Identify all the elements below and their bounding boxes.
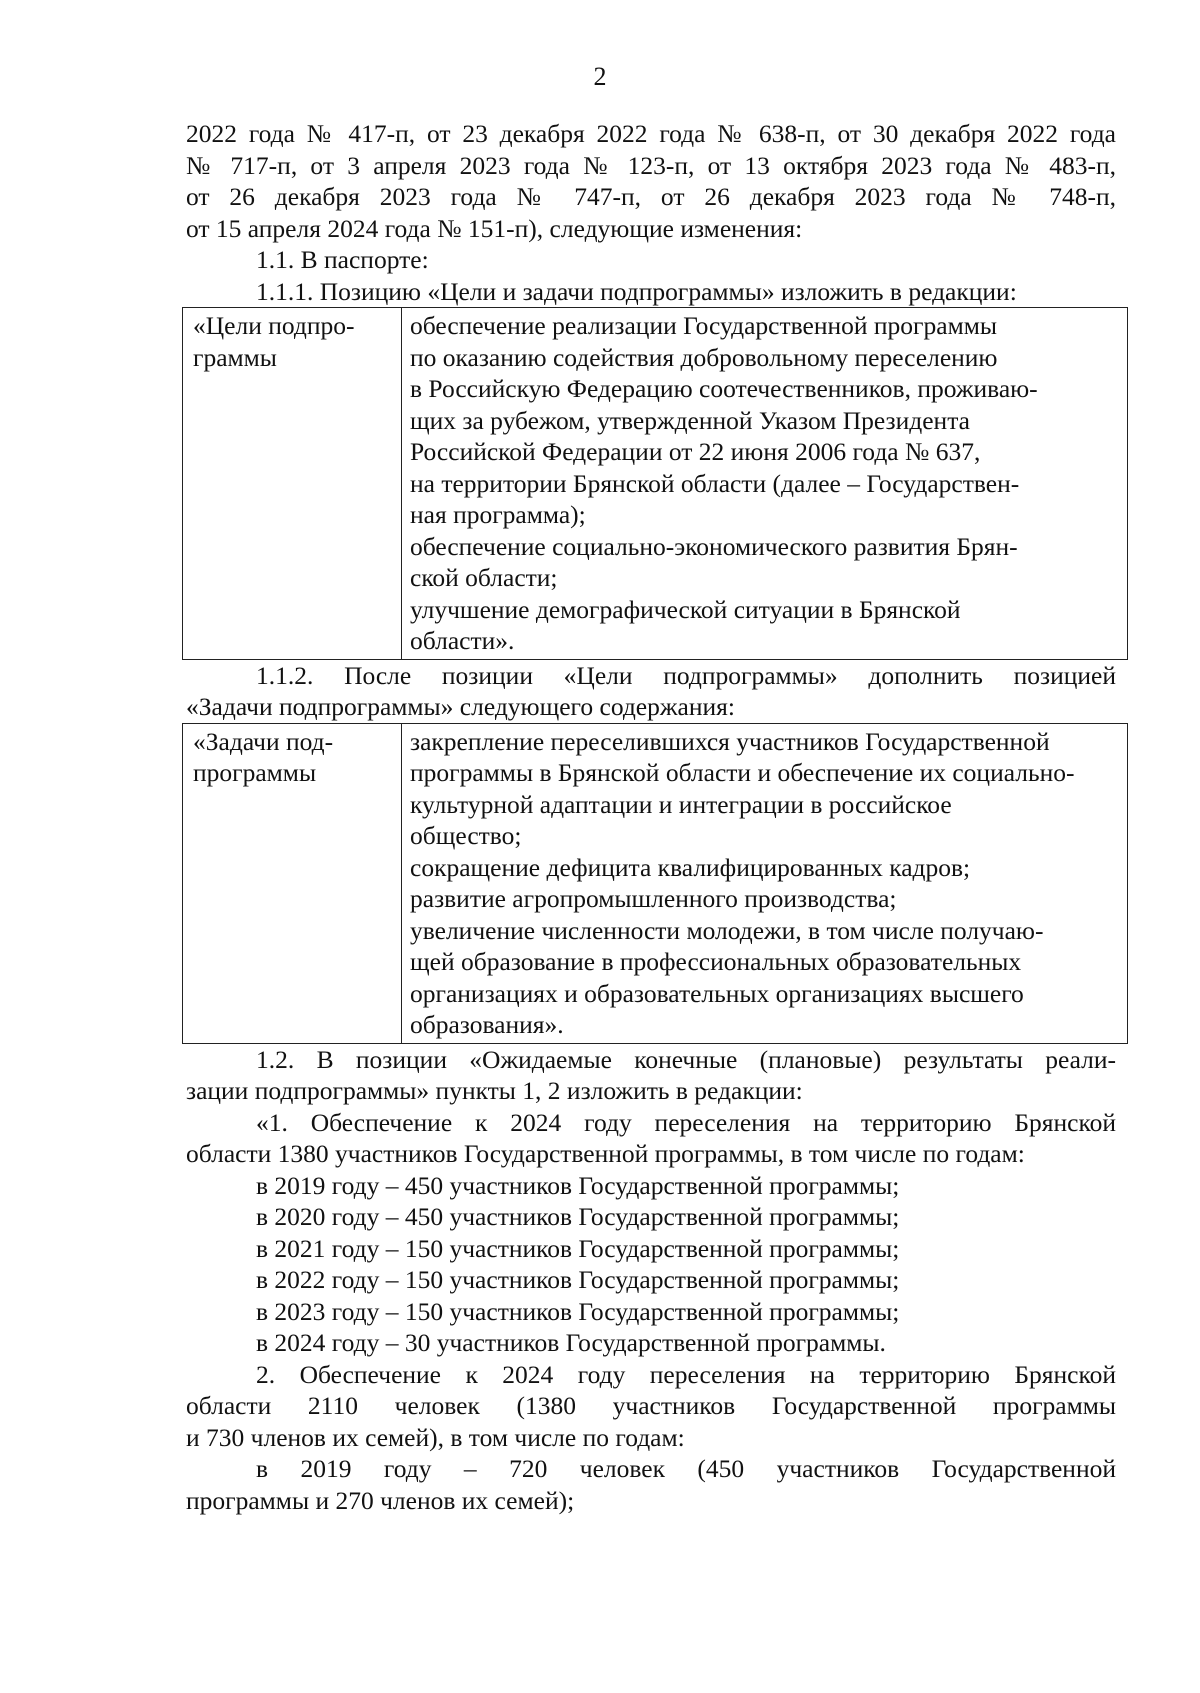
point-1-year: в 2022 году – 150 участников Государственной программы; [256,1265,900,1294]
page-number: 2 [593,62,607,91]
point-2-line-1: 2. Обеспечение к 2024 году переселения на территорию Брянской [256,1359,1116,1389]
tasks-line: развитие агропромышленного производства; [410,884,897,913]
goals-line: щих за рубежом, утвержденной Указом Президента [410,405,970,435]
point-1-line-1: «1. Обеспечение к 2024 году переселения на территорию Брянской [256,1107,1116,1137]
item-1-1-1: 1.1.1. Позицию «Цели и задачи подпрограммы» изложить в редакции: [256,276,1017,306]
goals-content [402,308,1128,660]
point-1-year: в 2020 году – 450 участников Государственной программы; [256,1202,900,1231]
tasks-line: культурной адаптации и интеграции в российское [410,789,952,819]
point-2-year-line-1: в 2019 году – 720 человек (450 участников Государственной [256,1454,1116,1483]
tasks-line: образования». [410,1010,564,1039]
tasks-content [402,723,1128,1043]
intro-line-2: № 717-п, от 3 апреля 2023 года № 123-п, от 13 октября 2023 года № 483-п, [186,150,1116,180]
document-body [186,118,1116,1516]
item-1-1-2-line-2: «Задачи подпрограммы» следующего содержания: [186,692,735,721]
item-1-2-line-2: зации подпрограммы» пункты 1, 2 изложить в редакции: [186,1076,803,1105]
goals-label-text: «Цели подпро-граммы [193,311,355,372]
goals-line: по оказанию содействия добровольному переселению [410,342,998,372]
goals-line: в Российскую Федерацию соотечественников, проживаю- [410,374,1038,403]
tasks-line: увеличение численности молодежи, в том числе получаю- [410,915,1044,945]
goals-line: Российской Федерации от 22 июня 2006 года № 637, [410,437,981,466]
tasks-line: программы в Брянской области и обеспечение их социально- [410,758,1075,787]
goals-line: обеспечение реализации Государственной программы [410,311,997,340]
goals-line: на территории Брянской области (далее – Государствен- [410,468,1020,498]
tasks-line: закрепление переселившихся участников Государственной [410,726,1050,756]
tasks-label [183,723,402,1043]
point-1-year: в 2021 году – 150 участников Государственной программы; [256,1233,900,1263]
goals-line: улучшение демографической ситуации в Брянской [410,594,961,624]
point-2-year-line-2: программы и 270 членов их семей); [186,1485,575,1515]
point-2-line-2: области 2110 человек (1380 участников Государственной программы [186,1391,1116,1420]
goals-line: обеспечение социально-экономического развития Брян- [410,531,1018,561]
item-1-2-line-1: 1.2. В позиции «Ожидаемые конечные (плановые) результаты реали- [256,1044,1116,1074]
goals-label [183,308,402,660]
point-1-year: в 2019 году – 450 участников Государственной программы; [256,1170,900,1200]
tasks-line: организациях и образовательных организациях высшего [410,978,1024,1008]
point-1-year: в 2024 году – 30 участников Государственной программы. [256,1328,886,1357]
point-1-line-2: области 1380 участников Государственной программы, в том числе по годам: [186,1139,1025,1168]
goals-table [182,307,1128,660]
tasks-table [182,723,1128,1044]
goals-line: ской области; [410,563,558,592]
tasks-label-text: «Задачи под-программы [193,726,334,787]
tasks-line: щей образование в профессиональных образовательных [410,947,1022,976]
goals-line: области». [410,626,515,655]
intro-line-3: от 26 декабря 2023 года № 747-п, от 26 декабря 2023 года № 748-п, [186,182,1116,211]
point-1-year: в 2023 году – 150 участников Государственной программы; [256,1296,900,1326]
point-2-line-3: и 730 членов их семей), в том числе по годам: [186,1422,685,1452]
tasks-line: общество; [410,821,522,850]
tasks-line: сокращение дефицита квалифицированных кадров; [410,852,971,882]
intro-line-1: 2022 года № 417-п, от 23 декабря 2022 года № 638-п, от 30 декабря 2022 года [186,119,1116,148]
item-1-1: 1.1. В паспорте: [256,245,429,274]
intro-line-4: от 15 апреля 2024 года № 151-п), следующие изменения: [186,213,803,243]
item-1-1-2-line-1: 1.1.2. После позиции «Цели подпрограммы» дополнить позицией [256,660,1116,690]
goals-line: ная программа); [410,500,586,529]
